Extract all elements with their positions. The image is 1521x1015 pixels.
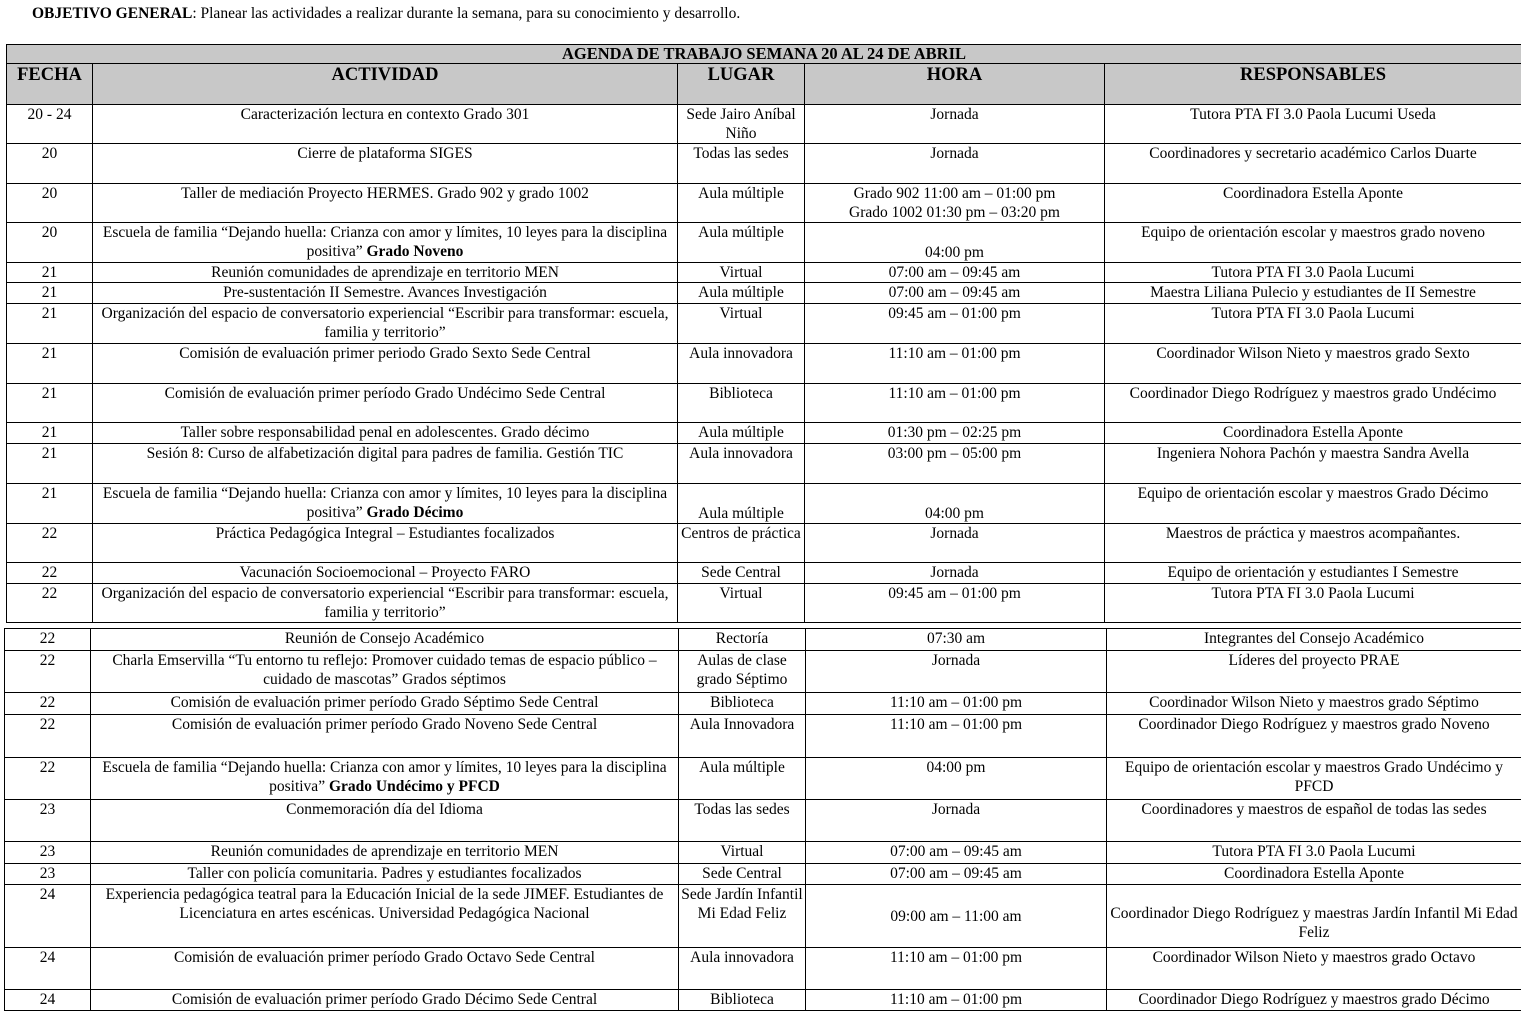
actividad-text: Escuela de familia “Dejando huella: Crianza con amor y límites, 10 leyes para la disciplina positiva” [102, 759, 667, 795]
hora-cell [805, 344, 1105, 384]
hora-cell [805, 105, 1105, 144]
hora-cell [806, 629, 1107, 651]
actividad-cell [91, 651, 679, 693]
lugar-cell: Sede Jairo Aníbal Niño [678, 105, 805, 144]
responsables-cell: Coordinador Diego Rodríguez y maestras Jardín Infantil Mi Edad Feliz [1107, 885, 1521, 948]
hora-text: 04:00 pm [926, 759, 986, 776]
hora-text: Jornada [930, 145, 979, 162]
table-row [7, 304, 1521, 344]
fecha-cell: 22 [7, 524, 93, 563]
fecha-cell: 22 [5, 715, 91, 758]
lugar-cell: Aula múltiple [678, 184, 805, 223]
hora-text: Jornada [931, 652, 981, 669]
hora-cell [806, 948, 1107, 990]
responsables-cell: Coordinador Wilson Nieto y maestros grado Sexto [1105, 344, 1521, 384]
hora-cell [805, 524, 1105, 563]
actividad-text: Reunión comunidades de aprendizaje en territorio MEN [210, 843, 559, 860]
actividad-cell [93, 105, 678, 144]
actividad-text: Charla Emservilla “Tu entorno tu reflejo: Promover cuidado temas de espacio público – cuidado de mascotas” Grados séptimos [112, 652, 657, 688]
actividad-cell [91, 800, 679, 842]
fecha-cell: 20 [7, 223, 93, 263]
actividad-text: Vacunación Socioemocional – Proyecto FARO [239, 564, 531, 581]
lugar-cell: Biblioteca [678, 384, 805, 423]
lugar-cell: Aula múltiple [678, 484, 805, 524]
actividad-cell [93, 223, 678, 263]
table-row [5, 990, 1521, 1011]
hora-cell [805, 584, 1105, 623]
hora-cell [806, 864, 1107, 885]
header-hora: HORA [805, 64, 1105, 105]
fecha-cell: 24 [5, 885, 91, 948]
lugar-cell: Aula innovadora [678, 444, 805, 484]
actividad-text: Organización del espacio de conversatorio experiencial “Escribir para transformar: escuela, familia y territorio” [101, 305, 669, 341]
responsables-cell: Coordinador Wilson Nieto y maestros grado Octavo [1107, 948, 1521, 990]
lugar-cell: Virtual [678, 263, 805, 283]
objective-label: OBJETIVO GENERAL [32, 5, 193, 22]
hora-text: 07:00 am – 09:45 am [888, 264, 1021, 281]
table-row [7, 184, 1521, 223]
lugar-cell: Aula múltiple [678, 283, 805, 304]
lugar-cell: Virtual [678, 584, 805, 623]
table-row [7, 283, 1521, 304]
table-row [7, 344, 1521, 384]
actividad-cell [93, 184, 678, 223]
actividad-cell [91, 715, 679, 758]
fecha-cell: 22 [5, 758, 91, 800]
hora-text: 07:00 am – 09:45 am [890, 843, 1022, 860]
table-row [5, 693, 1521, 715]
table-row [5, 800, 1521, 842]
header-fecha: FECHA [7, 64, 93, 105]
lugar-cell: Aula Innovadora [679, 715, 806, 758]
hora-cell [806, 800, 1107, 842]
actividad-cell [93, 384, 678, 423]
responsables-cell: Coordinadores y maestros de español de todas las sedes [1107, 800, 1521, 842]
table-row [7, 384, 1521, 423]
hora-text: 11:10 am – 01:00 pm [889, 694, 1023, 711]
actividad-cell [91, 629, 679, 651]
hora-text: 01:30 pm – 02:25 pm [887, 424, 1022, 441]
lugar-cell: Aula innovadora [679, 948, 806, 990]
table-row [7, 584, 1521, 623]
fecha-cell: 21 [7, 304, 93, 344]
responsables-cell: Integrantes del Consejo Académico [1107, 629, 1521, 651]
fecha-cell: 24 [5, 990, 91, 1011]
actividad-text: Comisión de evaluación primer período Grado Séptimo Sede Central [170, 694, 599, 711]
header-lugar: LUGAR [678, 64, 805, 105]
responsables-cell: Coordinadora Estella Aponte [1105, 423, 1521, 444]
hora-cell [805, 563, 1105, 584]
responsables-cell: Equipo de orientación escolar y maestros grado noveno [1105, 223, 1521, 263]
fecha-cell: 21 [7, 444, 93, 484]
actividad-text: Comisión de evaluación primer período Grado Octavo Sede Central [174, 949, 595, 966]
fecha-cell: 22 [7, 584, 93, 623]
hora-cell [806, 693, 1107, 715]
lugar-cell: Aula múltiple [679, 758, 806, 800]
lugar-cell: Aulas de clase grado Séptimo [679, 651, 806, 693]
table-row [5, 715, 1521, 758]
header-actividad: ACTIVIDAD [93, 64, 678, 105]
actividad-bold-text: Grado Noveno [366, 243, 464, 260]
hora-text: Jornada [930, 525, 979, 542]
actividad-bold-text: Grado Décimo [366, 504, 464, 521]
table-row [5, 629, 1521, 651]
hora-text: Jornada [931, 801, 981, 818]
actividad-text: Sesión 8: Curso de alfabetización digital para padres de familia. Gestión TIC [146, 445, 624, 462]
hora-text: 11:10 am – 01:00 pm [888, 345, 1021, 362]
actividad-text: Cierre de plataforma SIGES [297, 145, 473, 162]
fecha-cell: 20 - 24 [7, 105, 93, 144]
hora-text: 11:10 am – 01:00 pm [889, 716, 1023, 733]
actividad-text: Taller con policía comunitaria. Padres y estudiantes focalizados [187, 865, 582, 882]
agenda-body-part2 [5, 629, 1521, 1011]
lugar-cell: Todas las sedes [679, 800, 806, 842]
hora-text: 09:45 am – 01:00 pm [888, 585, 1021, 602]
agenda-title-row [7, 45, 1521, 64]
lugar-cell: Virtual [678, 304, 805, 344]
general-objective [32, 4, 740, 23]
agenda-table [6, 44, 1521, 623]
lugar-cell: Sede Central [679, 864, 806, 885]
fecha-cell: 23 [5, 842, 91, 864]
hora-text: 09:00 am – 11:00 am [890, 907, 1022, 925]
fecha-cell: 23 [5, 800, 91, 842]
hora-text: 11:10 am – 01:00 pm [889, 991, 1023, 1008]
responsables-cell: Maestra Liliana Pulecio y estudiantes de II Semestre [1105, 283, 1521, 304]
lugar-cell: Centros de práctica [678, 524, 805, 563]
responsables-cell: Coordinadora Estella Aponte [1107, 864, 1521, 885]
fecha-cell: 22 [5, 629, 91, 651]
hora-cell [805, 184, 1105, 223]
table-row [7, 105, 1521, 144]
hora-text: 09:45 am – 01:00 pm [888, 305, 1021, 322]
lugar-cell: Rectoría [679, 629, 806, 651]
responsables-cell: Coordinador Diego Rodríguez y maestros grado Undécimo [1105, 384, 1521, 423]
actividad-text: Caracterización lectura en contexto Grado 301 [240, 106, 530, 123]
hora-cell [805, 384, 1105, 423]
hora-text: Jornada [930, 106, 979, 123]
hora-cell [805, 263, 1105, 283]
fecha-cell: 20 [7, 184, 93, 223]
table-row [5, 885, 1521, 948]
hora-cell [806, 990, 1107, 1011]
lugar-cell: Aula innovadora [678, 344, 805, 384]
responsables-cell: Equipo de orientación escolar y maestros Grado Undécimo y PFCD [1107, 758, 1521, 800]
fecha-cell: 21 [7, 423, 93, 444]
agenda-table-continued [4, 628, 1521, 1011]
fecha-cell: 21 [7, 344, 93, 384]
actividad-cell [93, 304, 678, 344]
actividad-cell [91, 948, 679, 990]
fecha-cell: 22 [5, 651, 91, 693]
responsables-cell: Tutora PTA FI 3.0 Paola Lucumi [1107, 842, 1521, 864]
actividad-cell [93, 263, 678, 283]
responsables-cell: Tutora PTA FI 3.0 Paola Lucumi [1105, 304, 1521, 344]
actividad-bold-text: Grado Undécimo y PFCD [328, 778, 500, 795]
actividad-cell [93, 444, 678, 484]
hora-cell [805, 283, 1105, 304]
table-row [5, 948, 1521, 990]
fecha-cell: 22 [7, 563, 93, 584]
actividad-cell [93, 423, 678, 444]
hora-cell [806, 715, 1107, 758]
actividad-text: Comisión de evaluación primer período Grado Undécimo Sede Central [164, 385, 606, 402]
hora-text: 07:30 am [926, 630, 986, 647]
fecha-cell: 24 [5, 948, 91, 990]
responsables-cell: Líderes del proyecto PRAE [1107, 651, 1521, 693]
objective-text: : Planear las actividades a realizar durante la semana, para su conocimiento y desarrollo. [192, 5, 741, 22]
header-row [7, 64, 1521, 105]
actividad-cell [93, 484, 678, 524]
table-row [5, 864, 1521, 885]
hora-text: 04:00 pm [925, 505, 984, 522]
hora-text: Grado 902 11:00 am – 01:00 pm [853, 185, 1056, 202]
lugar-cell: Biblioteca [679, 693, 806, 715]
hora-cell [805, 144, 1105, 184]
responsables-cell: Coordinadores y secretario académico Carlos Duarte [1105, 144, 1521, 184]
actividad-cell [93, 584, 678, 623]
hora-cell [805, 223, 1105, 263]
hora-text: 07:00 am – 09:45 am [890, 865, 1022, 882]
actividad-text: Pre-sustentación II Semestre. Avances Investigación [223, 284, 547, 301]
lugar-cell: Sede Jardín Infantil Mi Edad Feliz [679, 885, 806, 948]
fecha-cell: 22 [5, 693, 91, 715]
hora-cell [806, 758, 1107, 800]
actividad-cell [93, 144, 678, 184]
table-row [7, 484, 1521, 524]
table-row [7, 563, 1521, 584]
actividad-text: Comisión de evaluación primer período Grado Noveno Sede Central [171, 716, 598, 733]
table-row [7, 444, 1521, 484]
table-row [7, 263, 1521, 283]
table-row [7, 223, 1521, 263]
actividad-text: Reunión comunidades de aprendizaje en territorio MEN [211, 264, 559, 281]
hora-text: 11:10 am – 01:00 pm [888, 385, 1021, 402]
lugar-cell: Biblioteca [679, 990, 806, 1011]
hora-cell [806, 885, 1107, 948]
hora-text: Jornada [930, 564, 979, 581]
agenda-title: AGENDA DE TRABAJO SEMANA 20 AL 24 DE ABRIL [7, 45, 1521, 64]
lugar-cell: Aula múltiple [678, 423, 805, 444]
responsables-cell: Equipo de orientación escolar y maestros Grado Décimo [1105, 484, 1521, 524]
agenda-body-part1 [7, 105, 1521, 623]
actividad-cell [93, 524, 678, 563]
hora-text: 11:10 am – 01:00 pm [889, 949, 1023, 966]
actividad-text: Conmemoración día del Idioma [286, 801, 483, 818]
actividad-text: Taller sobre responsabilidad penal en adolescentes. Grado décimo [180, 424, 590, 441]
header-responsables: RESPONSABLES [1105, 64, 1521, 105]
actividad-cell [91, 842, 679, 864]
responsables-cell: Coordinador Wilson Nieto y maestros grado Séptimo [1107, 693, 1521, 715]
hora-cell [805, 304, 1105, 344]
lugar-cell: Virtual [679, 842, 806, 864]
actividad-cell [93, 344, 678, 384]
lugar-cell: Aula múltiple [678, 223, 805, 263]
hora-text: 03:00 pm – 05:00 pm [887, 445, 1022, 462]
table-row [5, 758, 1521, 800]
fecha-cell: 21 [7, 283, 93, 304]
actividad-cell [91, 990, 679, 1011]
responsables-cell: Tutora PTA FI 3.0 Paola Lucumi [1105, 584, 1521, 623]
actividad-text: Organización del espacio de conversatorio experiencial “Escribir para transformar: escuela, familia y territorio” [101, 585, 669, 621]
actividad-text: Experiencia pedagógica teatral para la Educación Inicial de la sede JIMEF. Estudiantes de Licenciatura en artes escénicas. Universidad Pedagógica Nacional [105, 886, 664, 922]
table-row [5, 651, 1521, 693]
table-row [7, 423, 1521, 444]
actividad-text: Taller de mediación Proyecto HERMES. Grado 902 y grado 1002 [181, 185, 589, 202]
responsables-cell: Ingeniera Nohora Pachón y maestra Sandra Avella [1105, 444, 1521, 484]
actividad-cell [91, 864, 679, 885]
responsables-cell: Coordinador Diego Rodríguez y maestros grado Décimo [1107, 990, 1521, 1011]
actividad-cell [93, 563, 678, 584]
actividad-text: Reunión de Consejo Académico [284, 630, 485, 647]
actividad-text: Práctica Pedagógica Integral – Estudiantes focalizados [215, 525, 555, 542]
table-row [5, 842, 1521, 864]
actividad-cell [91, 758, 679, 800]
hora-text: 04:00 pm [925, 244, 984, 261]
hora-cell [805, 484, 1105, 524]
actividad-text: Comisión de evaluación primer periodo Grado Sexto Sede Central [179, 345, 591, 362]
responsables-cell: Coordinador Diego Rodríguez y maestros grado Noveno [1107, 715, 1521, 758]
hora-text-second: Grado 1002 01:30 pm – 03:20 pm [849, 204, 1060, 221]
responsables-cell: Coordinadora Estella Aponte [1105, 184, 1521, 223]
fecha-cell: 21 [7, 263, 93, 283]
fecha-cell: 20 [7, 144, 93, 184]
hora-cell [805, 444, 1105, 484]
hora-text: 07:00 am – 09:45 am [888, 284, 1021, 301]
fecha-cell: 23 [5, 864, 91, 885]
actividad-text: Escuela de familia “Dejando huella: Crianza con amor y límites, 10 leyes para la disciplina positiva” [102, 485, 668, 521]
fecha-cell: 21 [7, 384, 93, 423]
lugar-cell: Todas las sedes [678, 144, 805, 184]
hora-cell [805, 423, 1105, 444]
responsables-cell: Tutora PTA FI 3.0 Paola Lucumi Useda [1105, 105, 1521, 144]
hora-cell [806, 651, 1107, 693]
actividad-cell [93, 283, 678, 304]
responsables-cell: Tutora PTA FI 3.0 Paola Lucumi [1105, 263, 1521, 283]
table-row [7, 144, 1521, 184]
table-row [7, 524, 1521, 563]
actividad-cell [91, 693, 679, 715]
hora-cell [806, 842, 1107, 864]
actividad-text: Comisión de evaluación primer período Grado Décimo Sede Central [171, 991, 598, 1008]
fecha-cell: 21 [7, 484, 93, 524]
responsables-cell: Maestros de práctica y maestros acompañantes. [1105, 524, 1521, 563]
responsables-cell: Equipo de orientación y estudiantes I Semestre [1105, 563, 1521, 584]
actividad-cell [91, 885, 679, 948]
lugar-cell: Sede Central [678, 563, 805, 584]
actividad-text: Escuela de familia “Dejando huella: Crianza con amor y límites, 10 leyes para la disciplina positiva” [102, 224, 668, 260]
